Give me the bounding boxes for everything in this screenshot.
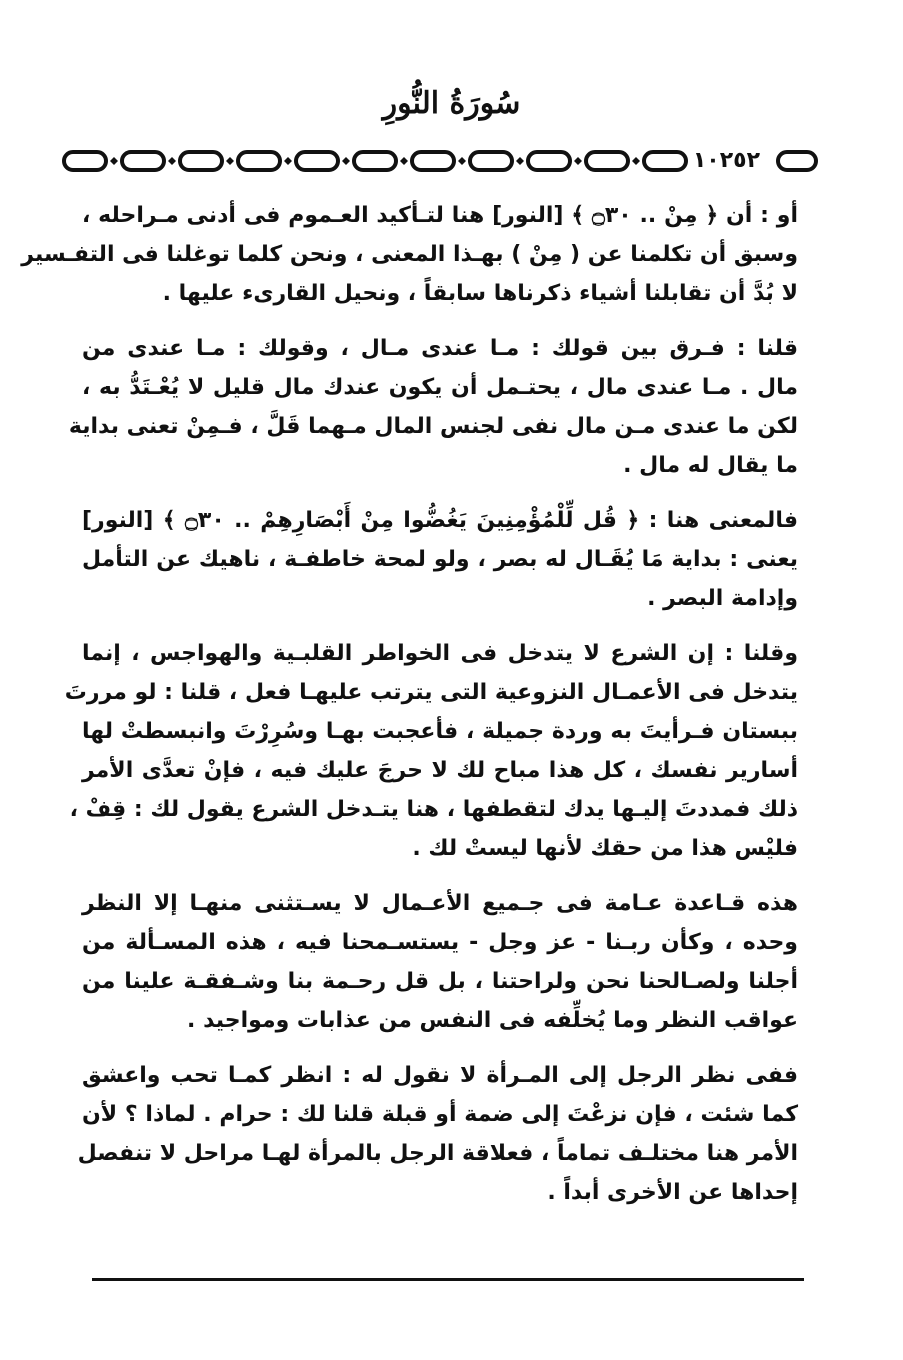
text-line: وقلنا : إن الشرع لا يتدخل فى الخواطر القلبـية والهواجس ، إنما: [82, 641, 798, 666]
page-number: ١٠٢٥٢: [689, 146, 764, 176]
text-line: لكن ما عندى مـن مال نفى لجنس المال مـهما قَلَّ ، فـمِنْ تعنى بداية: [68, 414, 798, 439]
text-line: لا بُدَّ أن تقابلنا أشياء ذكرناها سابقاً ، ونحيل القارىء عليها .: [162, 281, 798, 306]
text-line: وسبق أن تكلمنا عن ( مِنْ ) بهـذا المعنى ، ونحن كلما توغلنا فى التفـسير: [21, 242, 798, 267]
text-line: يتدخل فى الأعمـال النزوعية التى يترتب عليهـا فعل ، قلنا : لو مررتَ: [64, 680, 798, 705]
text-line: مال . مـا عندى مال ، يحتـمل أن يكون عندك مال قليل لا يُعْـتَدُّ به ،: [82, 375, 798, 400]
text-line: ففى نظر الرجل إلى المـرأة لا نقول له : انظر كمـا تحب واعشق: [82, 1063, 798, 1088]
footer-divider: [92, 1278, 804, 1281]
text-line: أو : أن ﴿ مِنْ .. ۝٣٠ ﴾ [النور] هنا لتـأكيد العـموم فى أدنى مـراحله ،: [82, 203, 799, 228]
text-line: قلنا : فـرق بين قولك : مـا عندى مـال ، وقولك : مـا عندى من: [82, 336, 798, 361]
text-line: ببستان فـرأيتَ به وردة جميلة ، فأعجبت بهـا وسُرِرْتَ وانبسطتْ لها: [82, 719, 798, 744]
text-line: إحداها عن الأخرى أبداً .: [547, 1180, 798, 1205]
text-line: عواقب النظر وما يُخلِّفه فى النفس من عذابات ومواجيد .: [187, 1008, 798, 1033]
paragraph: [77, 1056, 798, 1212]
text-line: فليْس هذا من حقك لأنها ليستْ لك .: [412, 836, 798, 861]
text-line: هذه قـاعدة عـامة فى جـميع الأعـمال لا يسـتثنى منهـا إلا النظر: [82, 891, 798, 916]
text-line: يعنى : بداية مَا يُقَـال له بصر ، ولو لمحة خاطفـة ، ناهيك عن التأمل: [82, 547, 798, 572]
text-line: ذلك فمددتَ إليـها يدك لتقطفها ، هنا يتـدخل الشرع يقول لك : قِفْ ،: [69, 797, 798, 822]
surah-title: سُورَةُ النُّورِ: [382, 86, 521, 121]
paragraph: [21, 196, 799, 313]
paragraph: [82, 501, 798, 618]
decorative-header-band: [60, 146, 820, 176]
paragraph: [64, 634, 798, 868]
text-line: وحده ، وكأن ربـنا - عز وجل - يستسـمحنا فيه ، هذه المسـألة من: [82, 930, 798, 955]
paragraph: [82, 884, 798, 1040]
text-line: ما يقال له مال .: [623, 453, 798, 478]
paragraph: [68, 329, 798, 485]
text-line: أجلنا ولصـالحنا نحن ولراحتنا ، بل قل رحـمة بنا وشـفقـة علينا من: [82, 969, 798, 994]
text-line: الأمر هنا مختلـف تماماً ، فعلاقة الرجل بالمرأة لهـا مراحل لا تنفصل: [77, 1141, 798, 1166]
text-line: كما شئت ، فإن نزعْتَ إلى ضمة أو قبلة قلنا لك : حرام . لماذا ؟ لأن: [82, 1102, 798, 1127]
main-text: [21, 196, 799, 1228]
text-line: وإدامة البصر .: [647, 586, 798, 611]
text-line: أسارير نفسك ، كل هذا مباح لك لا حرجَ عليك فيه ، فإنْ تعدَّى الأمر: [82, 758, 798, 783]
text-line: فالمعنى هنا : ﴿ قُل لِّلْمُؤْمِنِينَ يَغُضُّوا مِنْ أَبْصَارِهِمْ .. ۝٣٠ ﴾ [النور]: [82, 508, 798, 533]
